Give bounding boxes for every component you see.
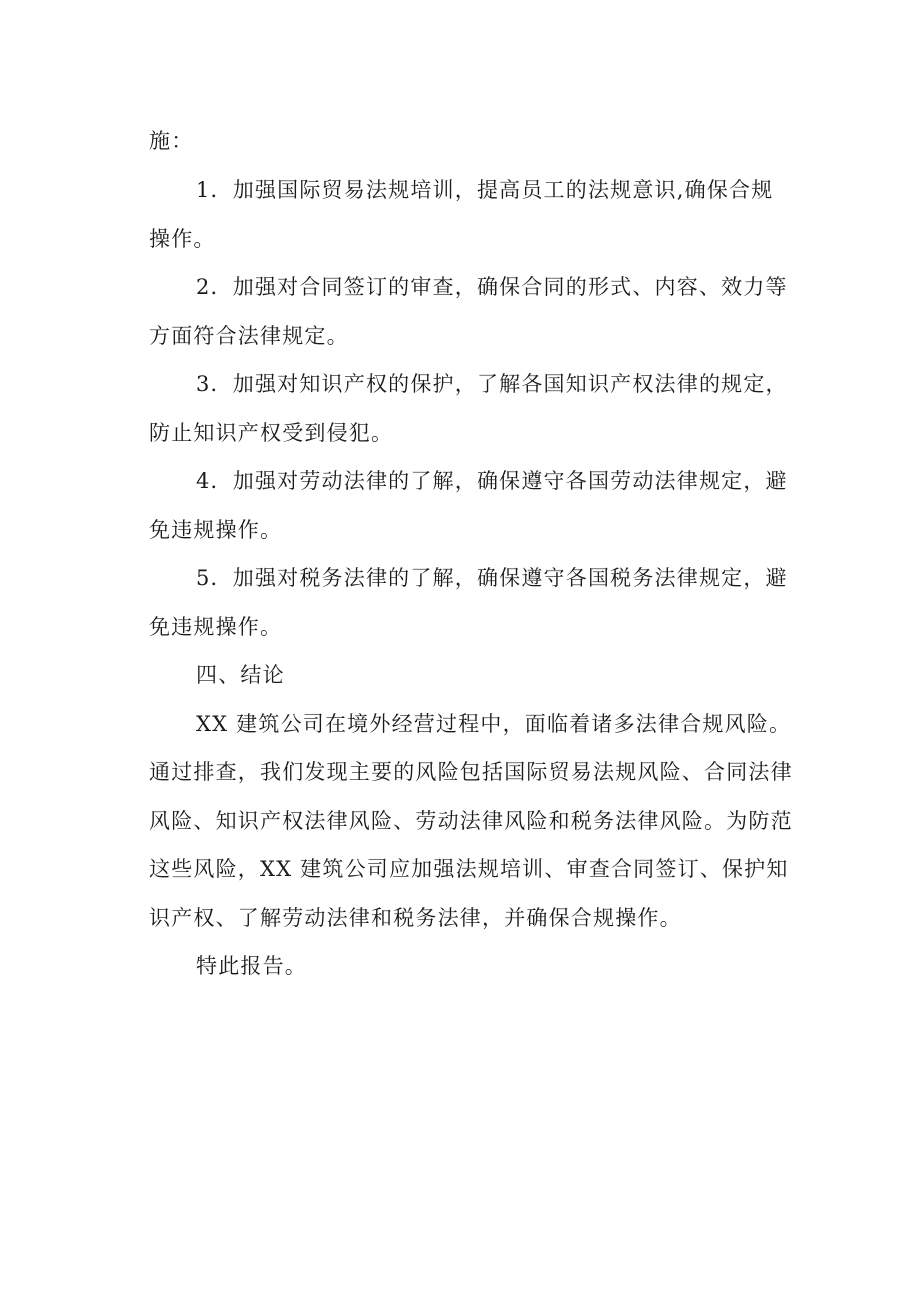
measure-item-4: 4．加强对劳动法律的了解，确保遵守各国劳动法律规定，避	[196, 469, 788, 493]
conclusion-paragraph-line: 识产权、了解劳动法律和税务法律，并确保合规操作。	[149, 906, 682, 930]
conclusion-paragraph-line: 风险、知识产权法律风险、劳动法律风险和税务法律风险。为防范	[149, 809, 793, 833]
section-heading: 四、结论	[196, 663, 285, 687]
conclusion-paragraph-line: 通过排查，我们发现主要的风险包括国际贸易法规风险、合同法律	[149, 760, 793, 784]
text-line: 免违规操作。	[149, 615, 283, 639]
conclusion-paragraph-line: XX 建筑公司在境外经营过程中，面临着诸多法律合规风险。	[196, 712, 792, 736]
measure-item-1: 1．加强国际贸易法规培训，提高员工的法规意识,确保合规	[196, 178, 774, 202]
measure-item-2: 2．加强对合同签订的审查，确保合同的形式、内容、效力等	[196, 275, 788, 299]
closing-line: 特此报告。	[196, 954, 307, 978]
text-line: 方面符合法律规定。	[149, 324, 349, 348]
measure-item-5: 5．加强对税务法律的了解，确保遵守各国税务法律规定，避	[196, 566, 788, 590]
text-line: 施：	[149, 129, 194, 153]
conclusion-paragraph-line: 这些风险，XX 建筑公司应加强法规培训、审查合同签订、保护知	[149, 857, 789, 881]
text-line: 免违规操作。	[149, 518, 283, 542]
text-line: 防止知识产权受到侵犯。	[149, 421, 394, 445]
text-line: 操作。	[149, 227, 216, 251]
measure-item-3: 3．加强对知识产权的保护，了解各国知识产权法律的规定，	[196, 372, 788, 396]
